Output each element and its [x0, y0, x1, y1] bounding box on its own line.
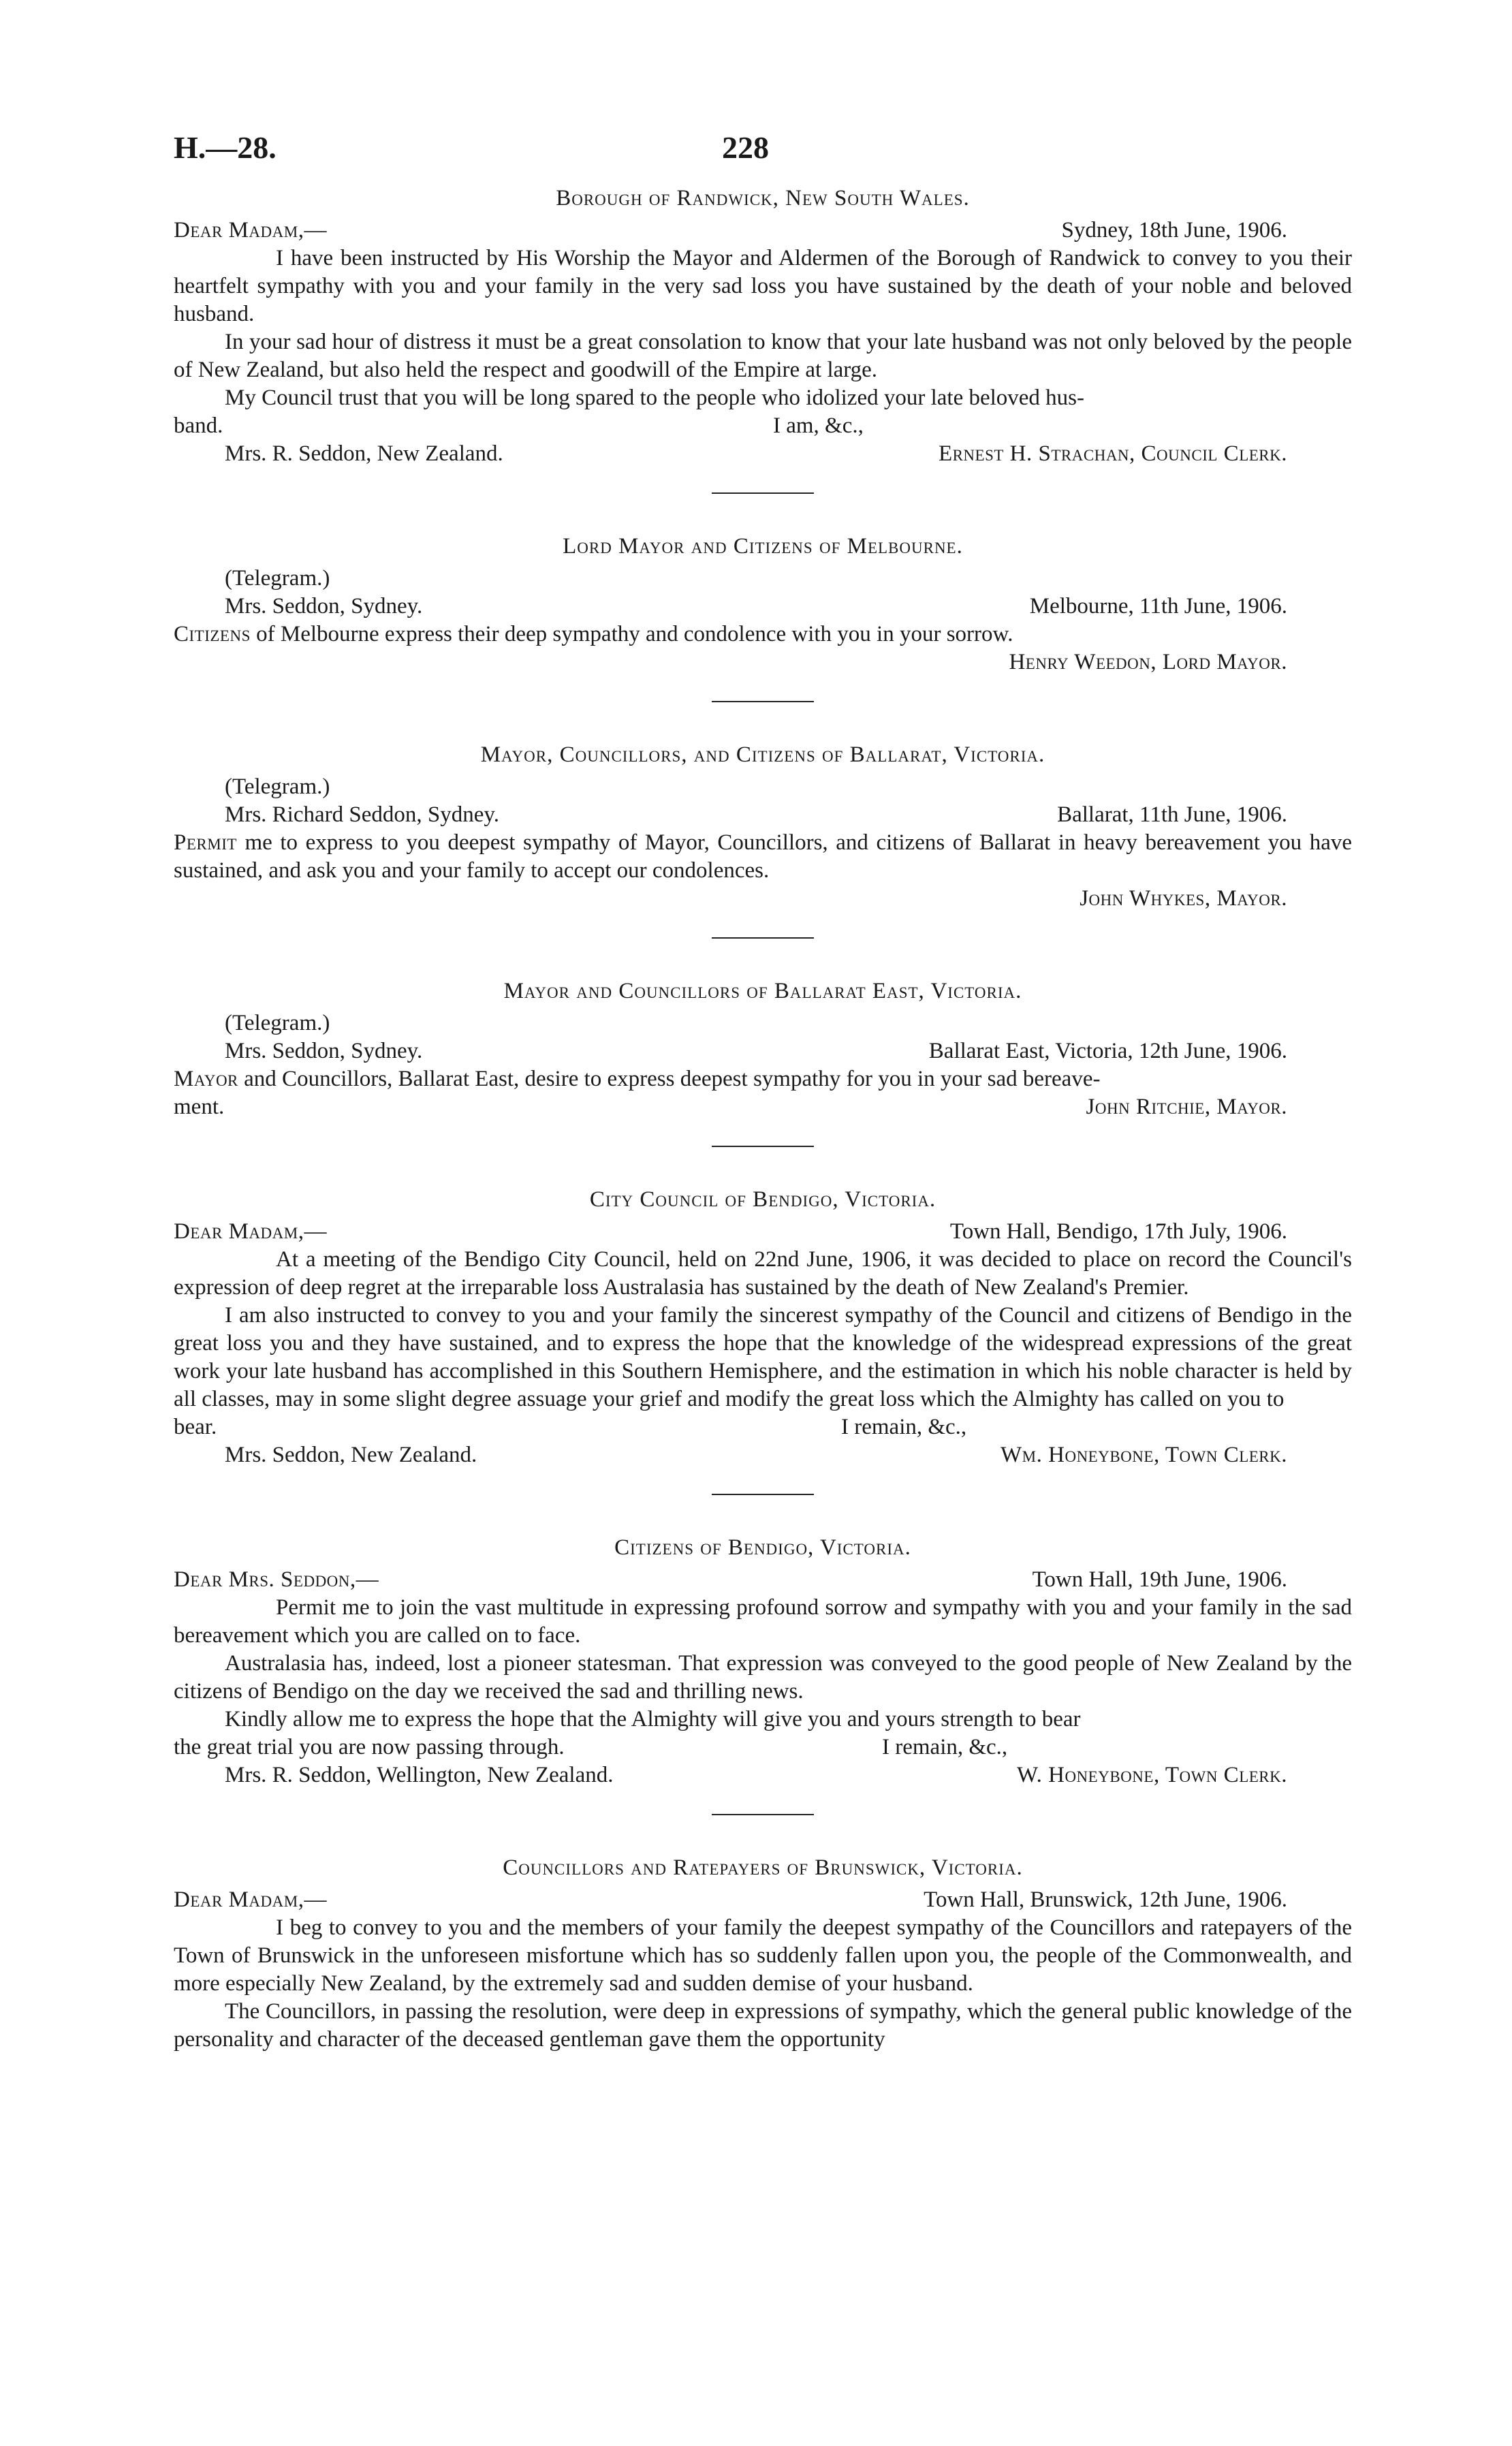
- closing-row: [174, 412, 1352, 440]
- closing-row: [174, 1734, 1352, 1761]
- section-divider: [712, 937, 814, 939]
- section-heading: Lord Mayor and Citizens of Melbourne.: [563, 534, 963, 559]
- salutation-line: [174, 1886, 1352, 1914]
- paragraph: I have been instructed by His Worship the Mayor and Aldermen of the Borough of Randwick to convey to you their heartfelt sympathy with you and your family in the very sad loss you have sustained by the death of your noble and beloved husband.: [174, 246, 1352, 326]
- telegram-ballarat: [174, 740, 1352, 939]
- closing: I remain, &c.,: [841, 1415, 967, 1439]
- dateline: Melbourne, 11th June, 1906.: [1029, 594, 1287, 618]
- paragraph: Kindly allow me to express the hope that the Almighty will give you and yours strength to bear: [225, 1707, 1081, 1731]
- dateline: Ballarat East, Victoria, 12th June, 1906.: [928, 1039, 1287, 1063]
- paragraph: Citizens of Melbourne express their deep sympathy and condolence with you in your sorrow.: [174, 622, 1013, 646]
- paragraph: The Councillors, in passing the resolution, were deep in expressions of sympathy, which the general public knowledge of the personality and character of the deceased gentleman gave them the opportunity: [174, 1999, 1352, 2052]
- letter-bendigo-council: [174, 1185, 1352, 1495]
- paragraph: Mayor and Councillors, Ballarat East, desire to express deepest sympathy for you in your sad bereave-: [174, 1067, 1101, 1091]
- section-heading: Mayor, Councillors, and Citizens of Ballarat, Victoria.: [480, 742, 1045, 767]
- section-heading: Councillors and Ratepayers of Brunswick, Victoria.: [503, 1855, 1023, 1880]
- addressee: Mrs. Richard Seddon, Sydney.: [225, 802, 499, 827]
- salutation-line: [174, 1566, 1352, 1594]
- letter-randwick: [174, 184, 1352, 494]
- signature: Wm. Honeybone, Town Clerk.: [1001, 1443, 1287, 1467]
- paragraph: In your sad hour of distress it must be a great consolation to know that your late husband was not only beloved by the people of New Zealand, but also held the respect and goodwill of the Empire at large.: [174, 330, 1352, 382]
- addressee: Mrs. Seddon, Sydney.: [225, 1039, 423, 1063]
- paragraph-end: bear.: [174, 1415, 217, 1439]
- dateline: Sydney, 18th June, 1906.: [1061, 218, 1287, 242]
- dateline: Ballarat, 11th June, 1906.: [1057, 802, 1287, 827]
- section-heading: Citizens of Bendigo, Victoria.: [614, 1535, 911, 1560]
- section-divider: [712, 701, 814, 702]
- section-divider: [712, 1494, 814, 1495]
- addressee-line: [174, 593, 1352, 621]
- addressee-line: [174, 440, 1352, 468]
- addressee-line: [174, 1037, 1352, 1065]
- paragraph: My Council trust that you will be long spared to the people who idolized your late beloved hus-: [225, 386, 1085, 410]
- section-heading: Borough of Randwick, New South Wales.: [556, 186, 970, 210]
- paragraph: Permit me to express to you deepest sympathy of Mayor, Councillors, and citizens of Ballarat in heavy bereavement you have sustained, and ask you and your family to accept our condolences.: [174, 830, 1352, 883]
- paragraph-end: band.: [174, 413, 223, 438]
- signature: Ernest H. Strachan, Council Clerk.: [938, 441, 1287, 466]
- addressee-line: [174, 1761, 1352, 1789]
- addressee: Mrs. Seddon, New Zealand.: [225, 1443, 477, 1467]
- running-head: [174, 129, 1352, 184]
- salutation: Dear Madam,—: [174, 1219, 327, 1244]
- salutation: Dear Madam,—: [174, 218, 327, 242]
- closing: I remain, &c.,: [882, 1735, 1008, 1759]
- telegram-ballarat-east: [174, 977, 1352, 1147]
- dateline: Town Hall, Brunswick, 12th June, 1906.: [924, 1887, 1287, 1912]
- paper-reference: H.—28.: [174, 130, 277, 165]
- signature: John Ritchie, Mayor.: [1086, 1095, 1287, 1119]
- salutation-line: [174, 217, 1352, 245]
- telegram-note: (Telegram.): [225, 566, 330, 591]
- section-divider: [712, 1146, 814, 1147]
- paragraph: I am also instructed to convey to you and your family the sincerest sympathy of the Council and citizens of Bendigo in the great loss you and they have sustained, and to express the hope that the knowledge of the widespread expressions of the great work your late husband has accomplished in this Southern Hemisphere, and the estimation in which his noble character is held by all classes, may in some slight degree assuage your grief and modify the great loss which the Almighty has called on you to: [174, 1303, 1352, 1411]
- salutation-line: [174, 1218, 1352, 1246]
- section-divider: [712, 492, 814, 494]
- paragraph-end: the great trial you are now passing through.: [174, 1735, 565, 1759]
- signature: Henry Weedon, Lord Mayor.: [1009, 650, 1287, 674]
- paragraph: At a meeting of the Bendigo City Council, held on 22nd June, 1906, it was decided to place on record the Council's expression of deep regret at the irreparable loss Australasia has sustained by the death of New Zealand's Premier.: [174, 1247, 1352, 1300]
- letter-bendigo-citizens: [174, 1533, 1352, 1815]
- addressee: Mrs. Seddon, Sydney.: [225, 594, 423, 618]
- page-number: 228: [722, 130, 769, 165]
- signature: W. Honeybone, Town Clerk.: [1017, 1763, 1287, 1787]
- dateline: Town Hall, 19th June, 1906.: [1032, 1567, 1287, 1592]
- addressee: Mrs. R. Seddon, New Zealand.: [225, 441, 503, 466]
- addressee: Mrs. R. Seddon, Wellington, New Zealand.: [225, 1763, 614, 1787]
- paragraph: I beg to convey to you and the members of your family the deepest sympathy of the Councillors and ratepayers of the Town of Brunswick in the unforeseen misfortune which has so suddenly fallen upon you, the people of the Commonwealth, and more especially New Zealand, by the extremely sad and sudden demise of your husband.: [174, 1915, 1352, 1996]
- telegram-melbourne: [174, 532, 1352, 702]
- paragraph: Australasia has, indeed, lost a pioneer statesman. That expression was conveyed to the good people of New Zealand by the citizens of Bendigo on the day we received the sad and thrilling news.: [174, 1651, 1352, 1704]
- salutation: Dear Mrs. Seddon,—: [174, 1567, 379, 1592]
- closing: I am, &c.,: [773, 413, 864, 438]
- signature: John Whykes, Mayor.: [1080, 886, 1287, 911]
- document-page: [174, 129, 1352, 2054]
- section-heading: City Council of Bendigo, Victoria.: [589, 1187, 936, 1212]
- paragraph: Permit me to join the vast multitude in expressing profound sorrow and sympathy with you and your family in the sad bereavement which you are called on to face.: [174, 1595, 1352, 1648]
- section-divider: [712, 1814, 814, 1815]
- letter-brunswick: [174, 1853, 1352, 2054]
- telegram-note: (Telegram.): [225, 1011, 330, 1035]
- addressee-line: [174, 1441, 1352, 1469]
- telegram-note: (Telegram.): [225, 774, 330, 799]
- closing-row: [174, 1413, 1352, 1441]
- salutation: Dear Madam,—: [174, 1887, 327, 1912]
- addressee-line: [174, 801, 1352, 829]
- section-heading: Mayor and Councillors of Ballarat East, Victoria.: [503, 979, 1022, 1003]
- signature-line: [174, 1093, 1352, 1121]
- paragraph-end: ment.: [174, 1095, 225, 1119]
- dateline: Town Hall, Bendigo, 17th July, 1906.: [949, 1219, 1287, 1244]
